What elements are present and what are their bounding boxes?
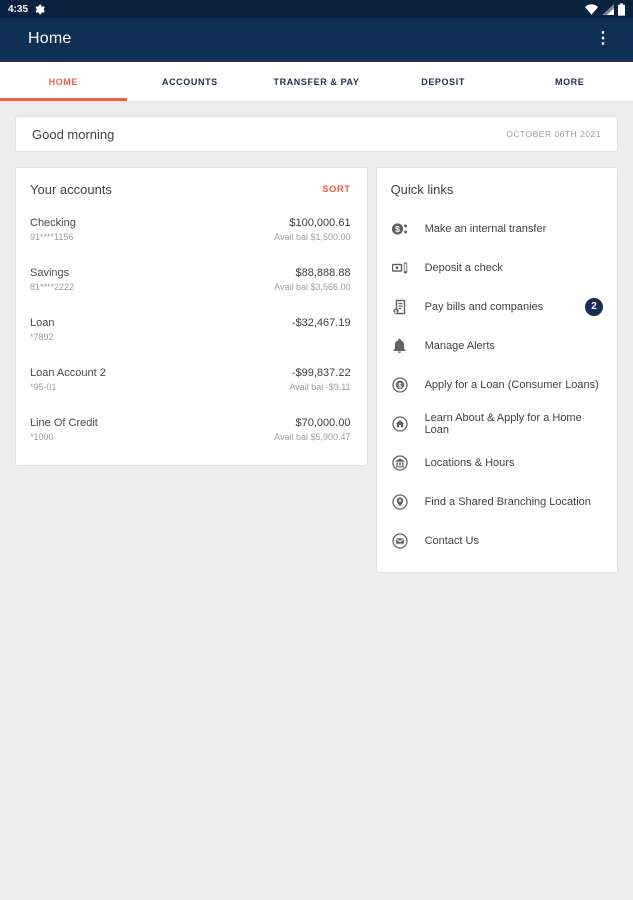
svg-text:$: $ (397, 382, 402, 390)
status-time: 4:35 (8, 3, 29, 15)
app-bar (0, 18, 633, 62)
account-balance: $70,000.00 (295, 417, 351, 429)
quick-link-label: Make an internal transfer (424, 222, 547, 235)
quick-link-find-a-shared-branching-location[interactable] (391, 482, 603, 521)
loan-icon (391, 377, 409, 393)
wifi-icon (585, 4, 598, 15)
quick-link-label: Learn About & Apply for a Home Loan (424, 411, 582, 436)
account-available-balance: Avail bal -$9.11 (289, 382, 351, 392)
account-available-balance: Avail bal $5,900.47 (274, 432, 351, 442)
account-number-mask: 91****1156 (30, 232, 74, 242)
check-deposit-icon (391, 260, 409, 276)
account-number-mask: 81****2222 (30, 282, 75, 292)
quick-links-card (376, 167, 618, 573)
account-balance: $88,888.88 (295, 267, 351, 279)
account-row-loan-account-2[interactable] (30, 355, 351, 405)
account-name: Line Of Credit (30, 417, 98, 429)
main-nav-tabs (0, 62, 633, 101)
battery-icon (618, 3, 625, 16)
account-row-loan[interactable] (30, 305, 351, 355)
account-balance: $100,000.61 (289, 217, 351, 229)
your-accounts-card (15, 167, 368, 466)
quick-link-pay-bills-and-companies[interactable] (391, 287, 603, 326)
account-name: Savings (30, 267, 70, 279)
account-row-checking[interactable] (30, 205, 351, 255)
quick-link-label: Apply for a Loan (Consumer Loans) (424, 378, 599, 391)
home-loan-icon (391, 416, 409, 432)
page-content (0, 101, 633, 573)
account-available-balance: Avail bal $3,566.00 (274, 282, 351, 292)
tab-home[interactable]: HOME (0, 62, 127, 101)
accounts-card-title: Your accounts (30, 182, 112, 197)
account-number-mask: *7892 (30, 332, 54, 342)
quick-link-manage-alerts[interactable] (391, 326, 603, 365)
kebab-menu-icon[interactable]: ⋮ (595, 30, 611, 47)
accounts-list (30, 205, 351, 455)
quick-link-deposit-a-check[interactable] (391, 248, 603, 287)
notification-badge: 2 (585, 298, 603, 316)
tab-accounts[interactable]: ACCOUNTS (161, 76, 218, 87)
transfer-icon (391, 221, 409, 237)
account-number-mask: *95-01 (30, 382, 57, 392)
quick-links-list (391, 209, 603, 560)
quick-link-label: Manage Alerts (424, 339, 495, 352)
quick-link-label: Deposit a check (424, 261, 503, 274)
quick-link-label: Find a Shared Branching Location (424, 495, 591, 508)
status-bar (0, 0, 633, 18)
tab-transfer-pay[interactable]: TRANSFER & PAY (273, 76, 360, 87)
greeting-card (15, 116, 618, 152)
svg-text:$: $ (395, 223, 400, 234)
quick-link-label: Pay bills and companies (424, 300, 544, 313)
account-number-mask: *1000 (30, 432, 54, 442)
quick-link-label: Locations & Hours (424, 456, 515, 469)
page-title: Home (28, 30, 72, 47)
sort-button[interactable]: SORT (322, 184, 351, 195)
quick-links-title: Quick links (390, 182, 454, 197)
quick-link-locations-hours[interactable] (391, 443, 603, 482)
account-name: Loan Account 2 (30, 367, 106, 379)
greeting-text: Good morning (32, 126, 115, 142)
tab-deposit[interactable]: DEPOSIT (421, 76, 465, 87)
gear-icon (34, 4, 45, 15)
quick-link-label: Contact Us (424, 534, 479, 547)
quick-link-learn-about-apply-for-a-home-loan[interactable] (391, 404, 603, 443)
account-row-savings[interactable] (30, 255, 351, 305)
signal-icon (602, 4, 614, 15)
bell-icon (391, 338, 409, 354)
greeting-date: OCTOBER 06TH 2021 (506, 129, 601, 139)
quick-link-contact-us[interactable] (391, 521, 603, 560)
account-name: Loan (30, 317, 55, 329)
account-name: Checking (30, 217, 76, 229)
account-row-line-of-credit[interactable] (30, 405, 351, 455)
tab-more[interactable]: MORE (554, 76, 585, 87)
bill-pay-icon (391, 299, 409, 315)
locations-icon (391, 455, 409, 471)
quick-link-apply-for-a-loan-consumer-loans[interactable] (391, 365, 603, 404)
account-balance: -$99,837.22 (291, 367, 351, 379)
account-balance: -$32,467.19 (291, 317, 351, 329)
svg-text:$: $ (394, 309, 397, 315)
contact-icon (391, 533, 409, 549)
map-pin-icon (391, 494, 409, 510)
account-available-balance: Avail bal $1,500.00 (274, 232, 351, 242)
quick-link-make-an-internal-transfer[interactable] (391, 209, 603, 248)
